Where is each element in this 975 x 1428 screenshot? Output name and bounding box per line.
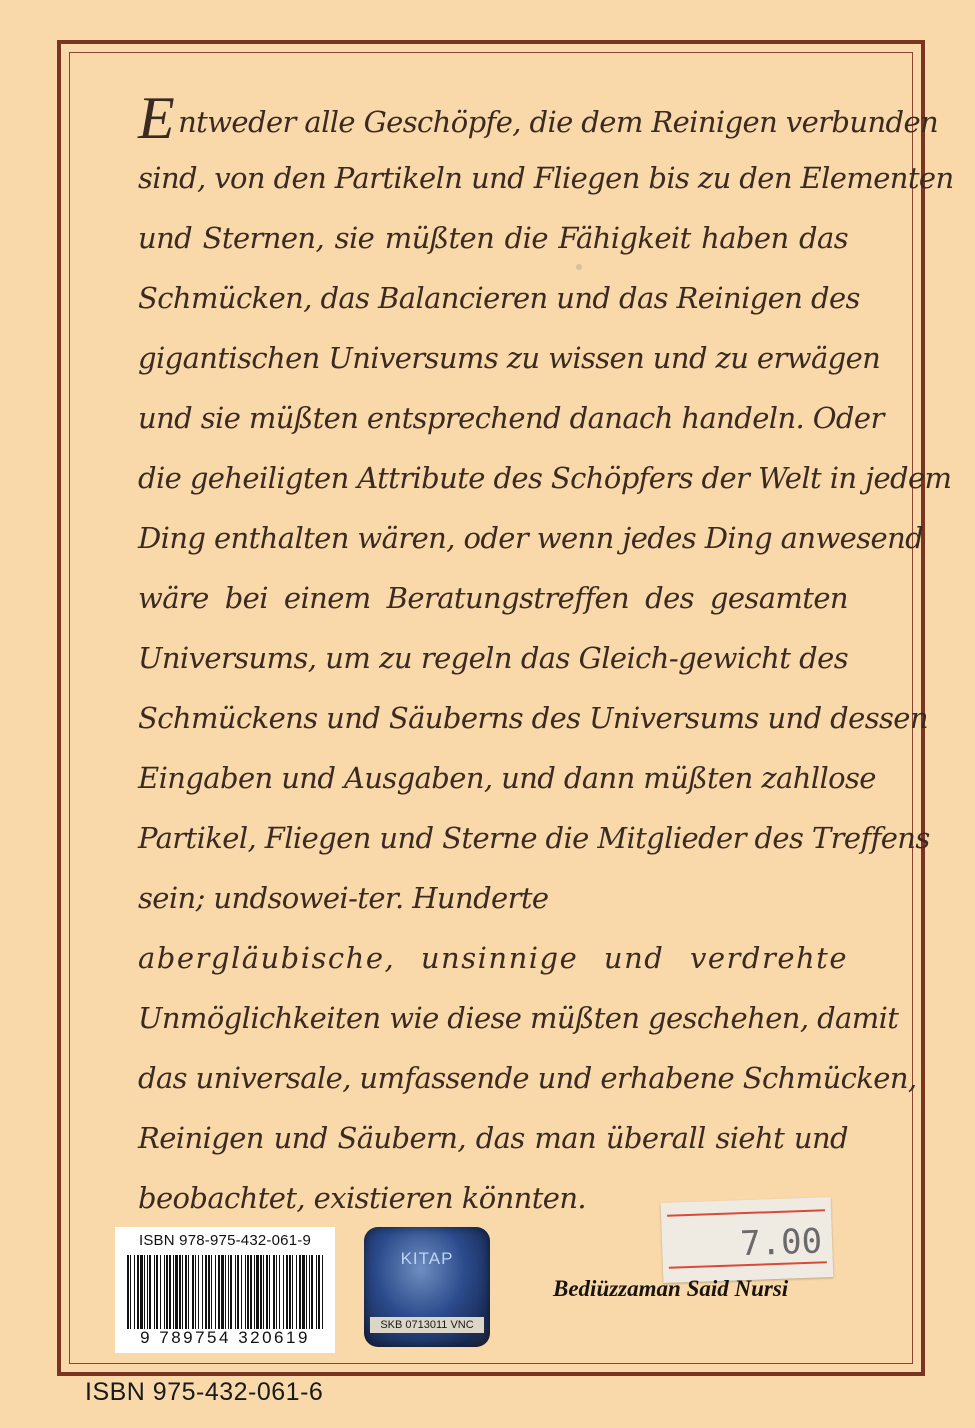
barcode-bar: [289, 1255, 291, 1335]
barcode-bar: [318, 1255, 320, 1335]
barcode-bar: [247, 1255, 249, 1335]
barcode-bar: [215, 1255, 216, 1335]
barcode-bar: [198, 1255, 199, 1335]
text-line-2: sind, von den Partikeln und Fliegen bis zu den Elementen: [138, 161, 954, 195]
text-line-1: [138, 85, 939, 151]
barcode-bars: [123, 1255, 327, 1335]
text-line-8: Ding enthalten wären, oder wenn jedes Ding anwesend: [138, 521, 924, 555]
barcode-bar: [127, 1255, 129, 1335]
barcode-bar: [302, 1255, 305, 1335]
drop-cap: E: [138, 85, 175, 151]
barcode-bar: [134, 1255, 135, 1335]
barcode-bar: [160, 1255, 161, 1335]
barcode-bar: [254, 1255, 255, 1335]
barcode-bar: [276, 1255, 277, 1335]
barcode-bar: [166, 1255, 168, 1335]
text-line-9: wäre bei einem Beratungstreffen des gesamten: [138, 581, 848, 615]
barcode-bar: [237, 1255, 239, 1335]
barcode-bar: [250, 1255, 252, 1335]
barcode-bar: [156, 1255, 158, 1335]
barcode-bar: [245, 1255, 246, 1335]
barcode-bar: [185, 1255, 187, 1335]
quote-text-block: [138, 85, 954, 1228]
barcode-bar: [169, 1255, 171, 1335]
text-line-3: und Sternen, sie müßten die Fähigkeit haben das: [138, 221, 848, 255]
barcode-bar: [130, 1255, 131, 1335]
barcode-bar: [279, 1255, 280, 1335]
barcode-label: [115, 1227, 335, 1353]
barcode-bar: [202, 1255, 203, 1335]
barcode-digits: 9 789754 320619: [123, 1329, 327, 1347]
text-line-10: Universums, um zu regeln das Gleich-gewicht des: [138, 641, 848, 675]
text-line-6: und sie müßten entsprechend danach handeln. Oder: [138, 401, 884, 435]
barcode-bar: [269, 1255, 270, 1335]
author-name: Bediüzzaman Said Nursi: [553, 1276, 789, 1301]
barcode-bar: [296, 1255, 297, 1335]
barcode-bar: [211, 1255, 212, 1335]
barcode-bar: [192, 1255, 194, 1335]
barcode-bar: [164, 1255, 165, 1335]
price-value: 7.00: [739, 1221, 823, 1265]
barcode-bar: [256, 1255, 259, 1335]
barcode-bar: [205, 1255, 207, 1335]
barcode-bar: [286, 1255, 288, 1335]
barcode-bar: [306, 1255, 307, 1335]
barcode-bar: [225, 1255, 226, 1335]
barcode-bar: [266, 1255, 268, 1335]
barcode-bar: [292, 1255, 293, 1335]
text-line-17: das universale, umfassende und erhabene Schmücken,: [138, 1061, 917, 1095]
kitap-hologram-sticker: [364, 1227, 490, 1347]
barcode-bar: [147, 1255, 148, 1335]
text-line-7: die geheiligten Attribute des Schöpfers der Welt in jedem: [138, 461, 952, 495]
text-line-1-content: ntweder alle Geschöpfe, die dem Reinigen verbunden: [178, 105, 939, 139]
text-line-14: sein; undsowei-ter. Hunderte: [138, 881, 549, 915]
text-line-13: Partikel, Fliegen und Sterne die Mitglieder des Treffens: [138, 821, 930, 855]
barcode-bar: [241, 1255, 242, 1335]
barcode-bar: [144, 1255, 145, 1335]
barcode-bar: [137, 1255, 139, 1335]
barcode-bar: [230, 1255, 232, 1335]
text-line-11: Schmückens und Säuberns des Universums und dessen: [138, 701, 928, 735]
text-line-16: Unmöglichkeiten wie diese müßten geschehen, damit: [138, 1001, 899, 1035]
price-sticker: [661, 1197, 834, 1283]
barcode-bar: [182, 1255, 183, 1335]
hologram-code: SKB 0713011 VNC: [370, 1317, 484, 1333]
barcode-bar: [299, 1255, 301, 1335]
barcode-bar: [316, 1255, 317, 1335]
barcode-bar: [154, 1255, 155, 1335]
text-line-19: beobachtet, existieren könnten.: [138, 1181, 587, 1215]
barcode-bar: [140, 1255, 143, 1335]
barcode-bar: [235, 1255, 236, 1335]
barcode-bar: [309, 1255, 310, 1335]
text-line-5: gigantischen Universums zu wissen und zu erwägen: [138, 341, 881, 375]
barcode-bar: [149, 1255, 151, 1335]
barcode-bar: [228, 1255, 229, 1335]
hologram-title: KITAP: [400, 1249, 454, 1268]
isbn13-text: ISBN 978-975-432-061-9: [138, 1232, 311, 1249]
isbn10-text: ISBN 975-432-061-6: [85, 1378, 324, 1406]
text-line-18: Reinigen und Säubern, das man überall sieht und: [138, 1121, 848, 1155]
barcode-bar: [311, 1255, 313, 1335]
text-line-15: abergläubische, unsinnige und verdrehte: [138, 941, 848, 975]
barcode-bar: [283, 1255, 284, 1335]
barcode-bar: [260, 1255, 262, 1335]
barcode-bar: [195, 1255, 196, 1335]
barcode-bar: [263, 1255, 264, 1335]
barcode-bar: [208, 1255, 210, 1335]
text-line-12: Eingaben und Ausgaben, und dann müßten zahllose: [138, 761, 876, 795]
barcode-bar: [221, 1255, 224, 1335]
barcode-bar: [273, 1255, 275, 1335]
price-sticker-stripe: [667, 1209, 825, 1217]
barcode-bar: [322, 1255, 323, 1335]
barcode-bar: [175, 1255, 178, 1335]
barcode-bar: [179, 1255, 181, 1335]
barcode-bar: [188, 1255, 189, 1335]
barcode-bar: [218, 1255, 220, 1335]
barcode-bar: [173, 1255, 174, 1335]
text-line-4: Schmücken, das Balancieren und das Reinigen des: [138, 281, 860, 315]
